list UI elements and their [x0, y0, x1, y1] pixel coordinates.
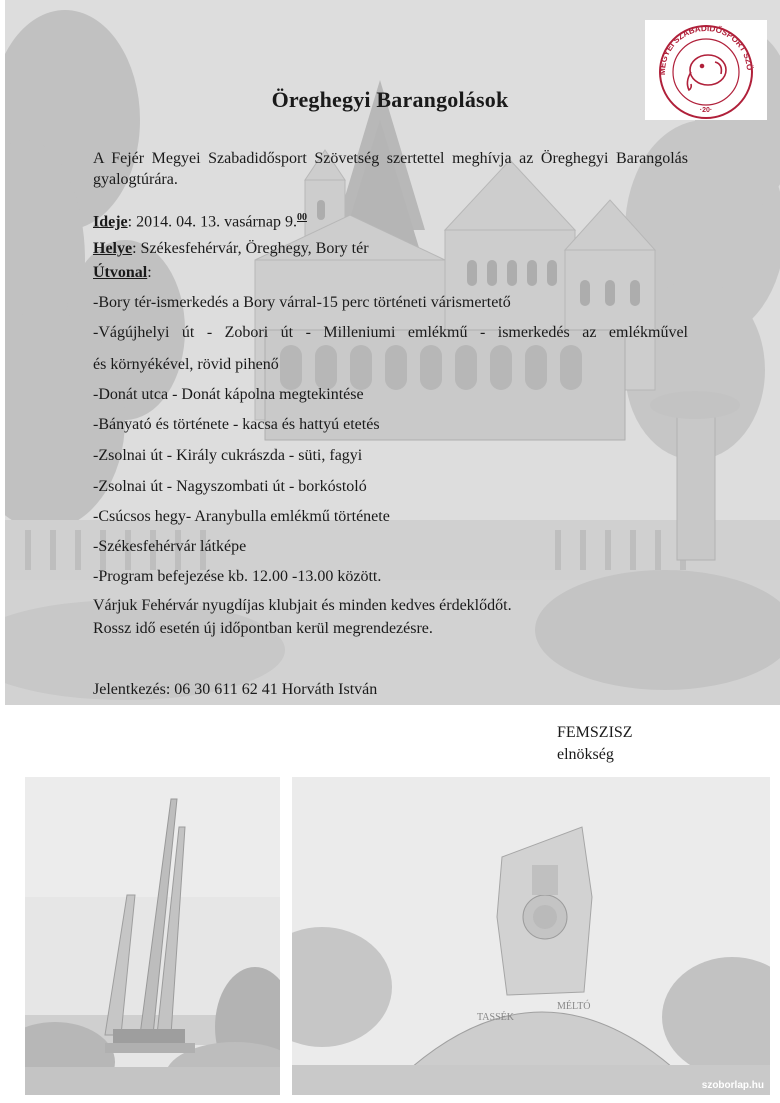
route-colon: :	[147, 264, 152, 281]
route-item: -Bányató és története - kacsa és hattyú etetés	[93, 416, 380, 433]
signature-org: FEMSZISZ	[557, 724, 633, 741]
logo-ring-text: MEGYEI SZABADIDŐSPORT SZÖ	[657, 23, 755, 76]
date-value: : 2014. 04. 13. vasárnap 9.	[127, 213, 297, 231]
route-item: -Vágújhelyi út - Zobori út - Milleniumi emlékmű - ismerkedés az emlékművel	[93, 324, 688, 341]
date-superscript: 00	[296, 212, 307, 223]
dome-inscription-right: MÉLTÓ	[557, 1001, 591, 1012]
route-item: -Csúcsos hegy- Aranybulla emlékmű története	[93, 508, 390, 525]
route-item: -Donát utca - Donát kápolna megtekintése	[93, 386, 364, 403]
elephant-icon	[687, 55, 726, 90]
page-title: Öreghegyi Barangolások	[271, 87, 509, 112]
route-item: -Zsolnai út - Király cukrászda - süti, fagyi	[93, 447, 363, 464]
closing-weather: Rossz idő esetén új időpontban kerül megrendezésre.	[93, 620, 433, 637]
aranybulla-memorial-photo	[292, 777, 770, 1095]
photo-watermark: szoborlap.hu	[701, 1080, 764, 1091]
dome-inscription-left: TASSÉK	[477, 1012, 514, 1023]
place-value: : Székesfehérvár, Öreghegy, Bory tér	[132, 240, 369, 257]
closing-invite: Várjuk Fehérvár nyugdíjas klubjait és minden kedves érdeklődőt.	[93, 597, 512, 614]
date-label: Ideje	[93, 213, 128, 231]
intro-paragraph: A Fejér Megyei Szabadidősport Szövetség szertettel meghívja az Öreghegyi Barangolás gyalogtúrára.	[93, 150, 688, 188]
route-item: -Székesfehérvár látképe	[93, 538, 247, 555]
millennium-monument-photo	[25, 777, 280, 1095]
logo-badge: ·20·	[699, 107, 713, 114]
date-line	[93, 212, 307, 231]
route-item: -Zsolnai út - Nagyszombati út - borkóstoló	[93, 478, 367, 495]
signature-role: elnökség	[557, 746, 614, 763]
route-item: -Bory tér-ismerkedés a Bory várral-15 perc történeti várismertető	[93, 294, 511, 311]
route-item: és környékével, rövid pihenő	[93, 356, 279, 373]
route-item: -Program befejezése kb. 12.00 -13.00 között.	[93, 568, 382, 585]
place-line	[93, 240, 369, 258]
route-label: Útvonal	[93, 264, 148, 281]
place-label: Helye	[93, 240, 133, 257]
route-heading	[93, 264, 152, 282]
contact-line: Jelentkezés: 06 30 611 62 41 Horváth István	[93, 681, 378, 698]
